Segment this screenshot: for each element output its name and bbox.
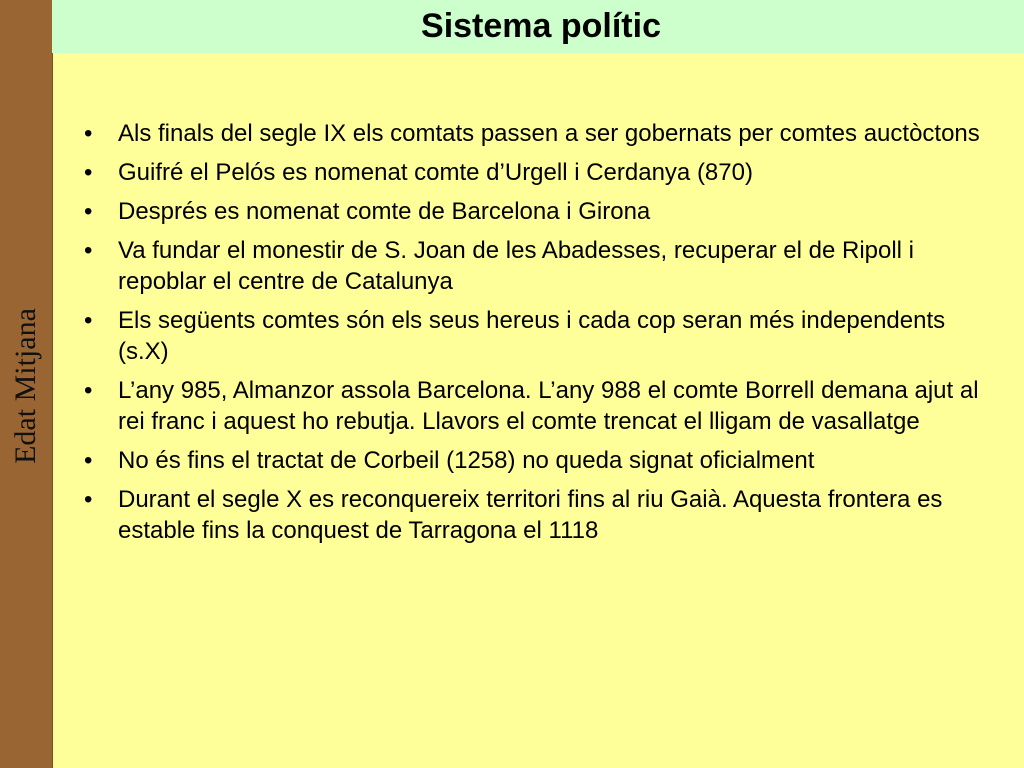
bullet-text: Guifré el Pelós es nomenat comte d’Urgell i Cerdanya (870) bbox=[118, 159, 753, 186]
bullet-text: No és fins el tractat de Corbeil (1258) no queda signat oficialment bbox=[118, 447, 815, 474]
bullet-text: Durant el segle X es reconquereix territori fins al riu Gaià. Aquesta frontera es estable fins la conquest de Tarragona el 1118 bbox=[118, 486, 943, 544]
bullet-list bbox=[80, 118, 980, 554]
list-item bbox=[80, 118, 980, 149]
bullet-icon: • bbox=[84, 198, 93, 225]
bullet-icon: • bbox=[84, 159, 93, 186]
title-bar bbox=[52, 0, 1024, 53]
bullet-icon: • bbox=[84, 377, 93, 404]
bullet-icon: • bbox=[84, 120, 93, 147]
page-title: Sistema polític bbox=[421, 7, 661, 45]
list-item bbox=[80, 196, 980, 227]
bullet-icon: • bbox=[84, 486, 93, 513]
list-item bbox=[80, 445, 980, 476]
side-band bbox=[0, 0, 53, 768]
bullet-text: Després es nomenat comte de Barcelona i Girona bbox=[118, 198, 651, 225]
bullet-icon: • bbox=[84, 307, 93, 334]
bullet-icon: • bbox=[84, 447, 93, 474]
side-label: Edat Mitjana bbox=[9, 308, 42, 464]
bullet-icon: • bbox=[84, 237, 93, 264]
bullet-text: Va fundar el monestir de S. Joan de les Abadesses, recuperar el de Ripoll i repoblar el centre de Catalunya bbox=[118, 237, 915, 295]
bullet-text: Els següents comtes són els seus hereus i cada cop seran més independents (s.X) bbox=[118, 307, 946, 365]
bullet-text: L’any 985, Almanzor assola Barcelona. L’any 988 el comte Borrell demana ajut al rei franc i aquest ho rebutja. Llavors el comte trencat el lligam de vasallatge bbox=[118, 377, 979, 435]
bullet-text: Als finals del segle IX els comtats passen a ser gobernats per comtes auctòctons bbox=[118, 120, 980, 147]
list-item bbox=[80, 157, 980, 188]
list-item bbox=[80, 484, 980, 546]
list-item bbox=[80, 235, 980, 297]
list-item bbox=[80, 305, 980, 367]
list-item bbox=[80, 375, 980, 437]
